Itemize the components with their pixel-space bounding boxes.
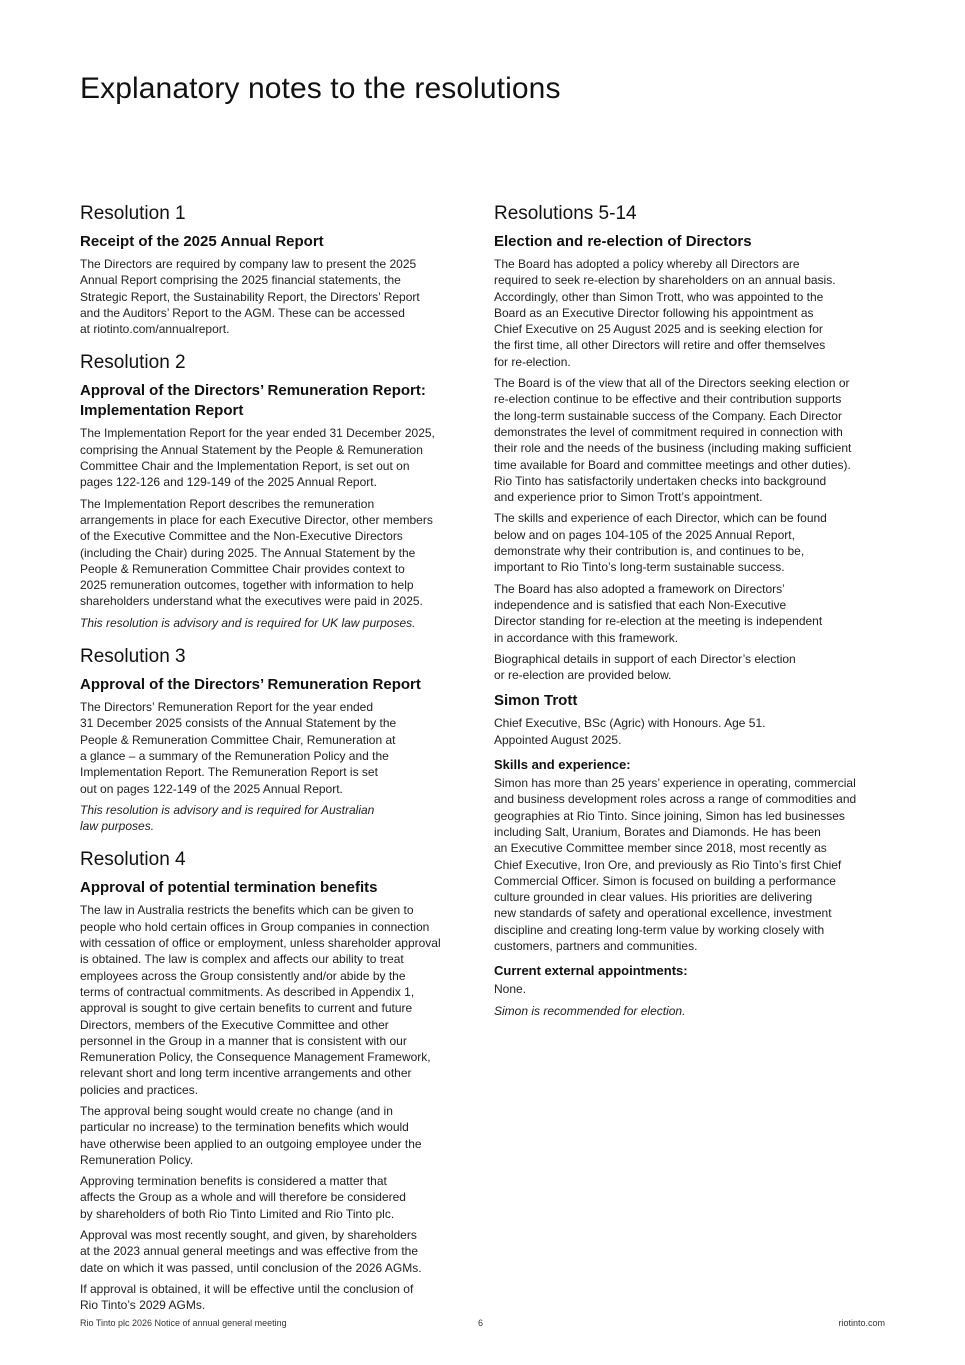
resolution-2-paragraph-1: The Implementation Report for the year ended 31 December 2025, comprising the Annual Statement by the People & Remuneration Committee Chair and the Implementation Report, is set out on pages 122-126 and 129-149 of the 2025 Annual Report. <box>80 426 435 490</box>
resolutions-5-14-paragraph-4: The Board has also adopted a framework on Directors’ independence and is satisfied that each Non-Executive Director standing for re-election at the meeting is independent in accordance with this framework. <box>494 581 823 645</box>
resolution-4-paragraph-1: The law in Australia restricts the benefits which can be given to people who hold certain offices in Group companies in connection with cessation of office or employment, unless shareholder approval is obtained. The law is complex and affects our ability to treat employees across the Group consistently and/or abide by the terms of contractual commitments. As described in Appendix 1, approval is sought to give certain benefits to current and future Directors, members of the Executive Committee and other personnel in the Group in a manner that is consistent with our Remuneration Policy, the Consequence Management Framework, relevant short and long term incentive arrangements and other policies and practices. <box>80 903 441 1097</box>
right-column <box>494 202 890 1024</box>
resolution-2-note: This resolution is advisory and is required for UK law purposes. <box>80 615 416 630</box>
resolutions-5-14-paragraph-5: Biographical details in support of each Director’s election or re-election are provided below. <box>494 651 796 683</box>
resolution-2-subheading: Approval of the Directors’ Remuneration Report: Implementation Report <box>80 382 426 420</box>
skills-heading: Skills and experience: <box>494 757 631 773</box>
resolution-4-heading: Resolution 4 <box>80 849 186 871</box>
resolution-3-paragraph: The Directors’ Remuneration Report for the year ended 31 December 2025 consists of the Annual Statement by the People & Remuneration Committee Chair, Remuneration at a glance – a summary of the Remuneration Policy and the Implementation Report. The Remuneration Report is set out on pages 122-149 of the 2025 Annual Report. <box>80 700 397 796</box>
recommendation-text: Simon is recommended for election. <box>494 1003 686 1018</box>
resolutions-5-14-subheading: Election and re-election of Directors <box>494 233 752 250</box>
resolution-3-note: This resolution is advisory and is required for Australian law purposes. <box>80 802 375 834</box>
resolution-1-paragraph: The Directors are required by company law to present the 2025 Annual Report comprising the 2025 financial statements, the Strategic Report, the Sustainability Report, the Directors’ Report and the Auditors’ Report to the AGM. These can be accessed at riotinto.com/annualreport. <box>80 257 420 337</box>
resolution-4-paragraph-3: Approving termination benefits is considered a matter that affects the Group as a whole and will therefore be considered by shareholders of both Rio Tinto Limited and Rio Tinto plc. <box>80 1174 406 1221</box>
resolutions-5-14-paragraph-2: The Board is of the view that all of the Directors seeking election or re-election continue to be effective and their contribution supports the long-term sustainable success of the Company. Each Director demonstrates the level of commitment required in connection with their role and the needs of the business (including making sufficient time available for Board and committee meetings and other duties). Rio Tinto has satisfactorily undertaken checks into background and experience prior to Simon Trott’s appointment. <box>494 376 852 505</box>
resolutions-5-14-paragraph-3: The skills and experience of each Director, which can be found below and on pages 104-105 of the 2025 Annual Report, demonstrate why their contribution is, and continues to be, important to Rio Tinto’s long-term sustainable success. <box>494 511 827 575</box>
resolution-3-subheading: Approval of the Directors’ Remuneration Report <box>80 676 421 694</box>
director-bio <box>494 691 890 1018</box>
appointments-text: None. <box>494 982 527 997</box>
resolution-1-heading: Resolution 1 <box>80 203 186 224</box>
resolution-3-heading: Resolution 3 <box>80 646 186 668</box>
footer-document-title: Rio Tinto plc 2026 Notice of annual general meeting <box>80 1318 287 1328</box>
director-name: Simon Trott <box>494 692 578 710</box>
footer-page-number: 6 <box>478 1318 484 1328</box>
director-role: Chief Executive, BSc (Agric) with Honours. Age 51. Appointed August 2025. <box>494 716 766 747</box>
resolution-2-section <box>80 351 472 631</box>
resolution-4-paragraph-4: Approval was most recently sought, and given, by shareholders at the 2023 annual general meetings and was effective from the date on which it was passed, until conclusion of the 2026 AGMs. <box>80 1228 422 1275</box>
left-column <box>80 202 472 1319</box>
appointments-heading: Current external appointments: <box>494 963 688 979</box>
resolution-4-section <box>80 848 472 1313</box>
page-title: Explanatory notes to the resolutions <box>80 72 561 105</box>
resolution-1-section <box>80 202 472 337</box>
resolution-1-subheading: Receipt of the 2025 Annual Report <box>80 233 324 250</box>
resolutions-5-14-section <box>494 202 890 683</box>
resolution-4-subheading: Approval of potential termination benefits <box>80 879 378 897</box>
footer-website-link[interactable]: riotinto.com <box>838 1318 885 1328</box>
resolution-4-paragraph-2: The approval being sought would create no change (and in particular no increase) to the termination benefits which would have otherwise been applied to an outgoing employee under the Remuneration Policy. <box>80 1103 422 1167</box>
resolution-2-heading: Resolution 2 <box>80 352 186 374</box>
resolution-3-section <box>80 645 472 834</box>
resolution-2-paragraph-2: The Implementation Report describes the remuneration arrangements in place for each Executive Director, other members of the Executive Committee and the Non-Executive Directors (including the Chair) during 2025. The Annual Statement by the People & Remuneration Committee Chair provides context to 2025 remuneration outcomes, together with information to help shareholders understand what the executives were paid in 2025. <box>80 496 433 609</box>
resolution-4-paragraph-5: If approval is obtained, it will be effective until the conclusion of Rio Tinto’s 2029 AGMs. <box>80 1281 414 1313</box>
resolutions-5-14-heading: Resolutions 5-14 <box>494 203 637 224</box>
resolutions-5-14-paragraph-1: The Board has adopted a policy whereby all Directors are required to seek re-election by shareholders on an annual basis. Accordingly, other than Simon Trott, who was appointed to the Board as an Executive Director following his appointment as Chief Executive on 25 August 2025 and is seeking election for the first time, all other Directors will retire and offer themselves for re-election. <box>494 257 836 369</box>
skills-text: Simon has more than 25 years’ experience in operating, commercial and business development roles across a range of commodities and geographies at Rio Tinto. Since joining, Simon has led businesses including Salt, Uranium, Borates and Diamonds. He has been an Executive Committee member since 2018, most recently as Chief Executive, Iron Ore, and previously as Rio Tinto’s first Chief Commercial Officer. Simon is focused on building a performance culture grounded in clear values. His priorities are delivering new standards of safety and operational excellence, investment discipline and creating long-term value by working closely with customers, partners and communities. <box>494 776 857 953</box>
